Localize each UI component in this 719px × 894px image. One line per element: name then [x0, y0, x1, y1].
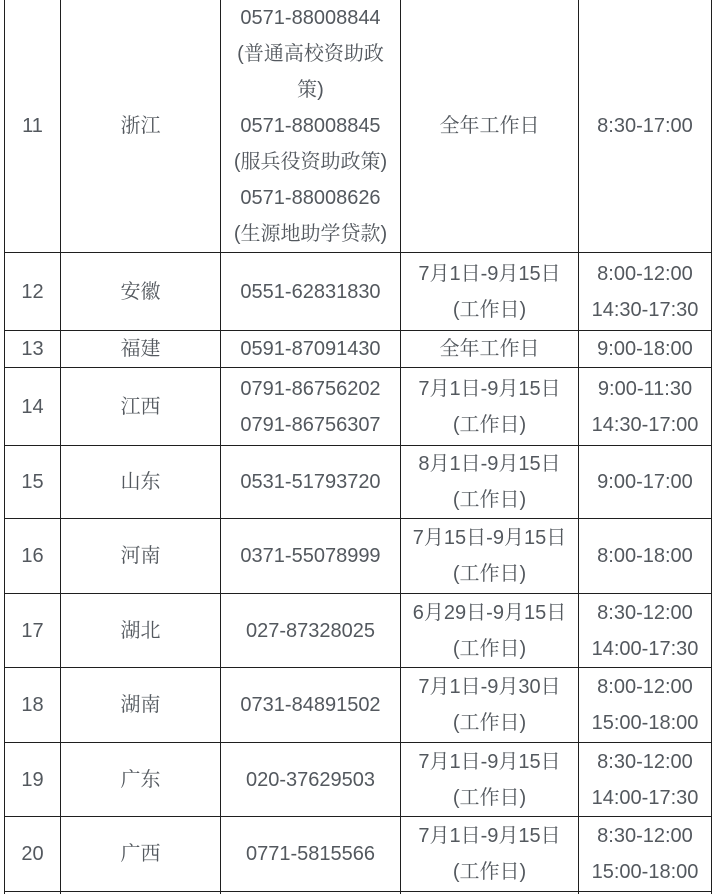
cell-hours-line: 9:00-18:00: [597, 338, 693, 360]
table-row: [5, 446, 712, 519]
cell-hours-line: 14:30-17:30: [591, 298, 699, 321]
cell-phone: [221, 253, 401, 331]
cell-hours-line: 8:30-12:00: [597, 825, 693, 847]
cell-phone-line: 0591-87091430: [240, 338, 381, 360]
cell-province: 安徽: [61, 253, 221, 331]
cell-period-line: (工作日): [452, 786, 527, 809]
cell-hours-line: 15:00-18:00: [591, 861, 699, 883]
table-row: [5, 594, 712, 668]
cell-hours: [579, 368, 712, 446]
cell-phone: [221, 817, 401, 892]
cell-period: [401, 817, 579, 892]
cell-hours-line: 8:00-18:00: [597, 545, 693, 567]
table-row: [5, 253, 712, 331]
cell-period-line: (工作日): [452, 298, 527, 321]
cell-period: [401, 519, 579, 594]
cell-hours-line: 8:00-12:00: [597, 262, 693, 285]
cell-province: 浙江: [61, 0, 221, 253]
cell-phone-line: 0571-88008845: [240, 114, 381, 137]
cell-province: 江西: [61, 368, 221, 446]
table-row: [5, 0, 712, 253]
cell-row-number: 18: [5, 668, 61, 743]
cell-province: 广西: [61, 817, 221, 892]
cell-province: 河南: [61, 519, 221, 594]
cell-row-number: 20: [5, 817, 61, 892]
cell-phone-line: 0731-84891502: [240, 694, 381, 716]
table-row: [5, 519, 712, 594]
cell-hours: [579, 0, 712, 253]
cell-hours: [579, 253, 712, 331]
cell-row-number: 17: [5, 594, 61, 668]
cell-period-line: 7月1日-9月15日: [418, 377, 561, 400]
cell-phone-line: 0571-88008844: [240, 6, 381, 29]
cell-phone-line: 0771-5815566: [245, 843, 375, 865]
cell-period: [401, 594, 579, 668]
cell-province: 湖南: [61, 668, 221, 743]
cell-hours-line: 8:30-17:00: [597, 114, 693, 137]
cell-period: [401, 446, 579, 519]
table-row: [5, 817, 712, 892]
cell-hours: [579, 331, 712, 368]
cell-phone-line: 027-87328025: [245, 619, 375, 642]
cell-period: [401, 743, 579, 817]
cell-row-number: 13: [5, 331, 61, 368]
table-row: [5, 331, 712, 368]
cell-hours: [579, 817, 712, 892]
cell-hours: [579, 446, 712, 519]
cell-period-line: 6月29日-9月15日: [412, 601, 567, 624]
cell-phone: [221, 0, 401, 253]
cell-hours: [579, 519, 712, 594]
cell-row-number: 12: [5, 253, 61, 331]
cell-hours-line: 15:00-18:00: [591, 712, 699, 734]
cell-row-number: 11: [5, 0, 61, 253]
cell-phone: [221, 594, 401, 668]
cell-period-line: (工作日): [452, 712, 527, 734]
cell-phone: [221, 446, 401, 519]
cell-phone-line: 0791-86756307: [240, 413, 381, 436]
cell-province: 广东: [61, 743, 221, 817]
cell-period: [401, 668, 579, 743]
cell-phone: [221, 668, 401, 743]
cell-hours-line: 9:00-17:00: [597, 471, 693, 493]
cell-period-line: 7月1日-9月15日: [418, 825, 561, 847]
cell-period-line: 7月1日-9月15日: [418, 750, 561, 773]
cell-phone: [221, 331, 401, 368]
cell-period-line: 7月15日-9月15日: [412, 527, 567, 549]
cell-province: 湖北: [61, 594, 221, 668]
table-row: [5, 368, 712, 446]
cell-phone-line: 020-37629503: [245, 768, 375, 791]
cell-period-line: 全年工作日: [439, 114, 540, 137]
cell-row-number: 19: [5, 743, 61, 817]
cell-province: 福建: [61, 331, 221, 368]
cell-hours-line: 14:30-17:00: [591, 413, 699, 436]
cell-phone-line: 0571-88008626: [240, 186, 381, 209]
cell-hours-line: 9:00-11:30: [597, 377, 693, 400]
cell-period-line: 全年工作日: [439, 338, 540, 360]
cell-phone-line: 0791-86756202: [240, 377, 381, 400]
hotline-table: [4, 0, 712, 894]
cell-period: [401, 331, 579, 368]
cell-hours-line: 8:00-12:00: [597, 676, 693, 698]
cell-period-line: (工作日): [452, 489, 527, 511]
cell-period-line: (工作日): [452, 637, 527, 660]
cell-province: 山东: [61, 446, 221, 519]
cell-row-number: 14: [5, 368, 61, 446]
cell-phone: [221, 519, 401, 594]
cell-hours: [579, 668, 712, 743]
cell-phone: [221, 368, 401, 446]
cell-phone-line: (生源地助学贷款): [233, 222, 388, 245]
cell-row-number: 16: [5, 519, 61, 594]
table-row: [5, 668, 712, 743]
cell-period-line: (工作日): [452, 861, 527, 883]
cell-phone-line: (服兵役资助政策): [233, 150, 388, 173]
cell-hours-line: 8:30-12:00: [597, 750, 693, 773]
cell-period-line: 8月1日-9月15日: [418, 453, 561, 475]
cell-period-line: 7月1日-9月15日: [418, 262, 561, 285]
cell-phone-line: 0531-51793720: [240, 471, 381, 493]
cell-hours-line: 14:00-17:30: [591, 637, 699, 660]
cell-phone-line: (普通高校资助政策): [237, 42, 384, 101]
cell-period-line: 7月1日-9月30日: [418, 676, 561, 698]
cell-phone-line: 0551-62831830: [240, 280, 381, 303]
cell-phone: [221, 743, 401, 817]
cell-hours: [579, 743, 712, 817]
cell-period-line: (工作日): [452, 563, 527, 585]
cell-hours-line: 14:00-17:30: [591, 786, 699, 809]
cell-period: [401, 253, 579, 331]
cell-row-number: 15: [5, 446, 61, 519]
cell-period: [401, 368, 579, 446]
cell-phone-line: 0371-55078999: [240, 545, 381, 567]
cell-hours-line: 8:30-12:00: [597, 601, 693, 624]
table-row: [5, 743, 712, 817]
cell-period: [401, 0, 579, 253]
cell-hours: [579, 594, 712, 668]
cell-period-line: (工作日): [452, 413, 527, 436]
